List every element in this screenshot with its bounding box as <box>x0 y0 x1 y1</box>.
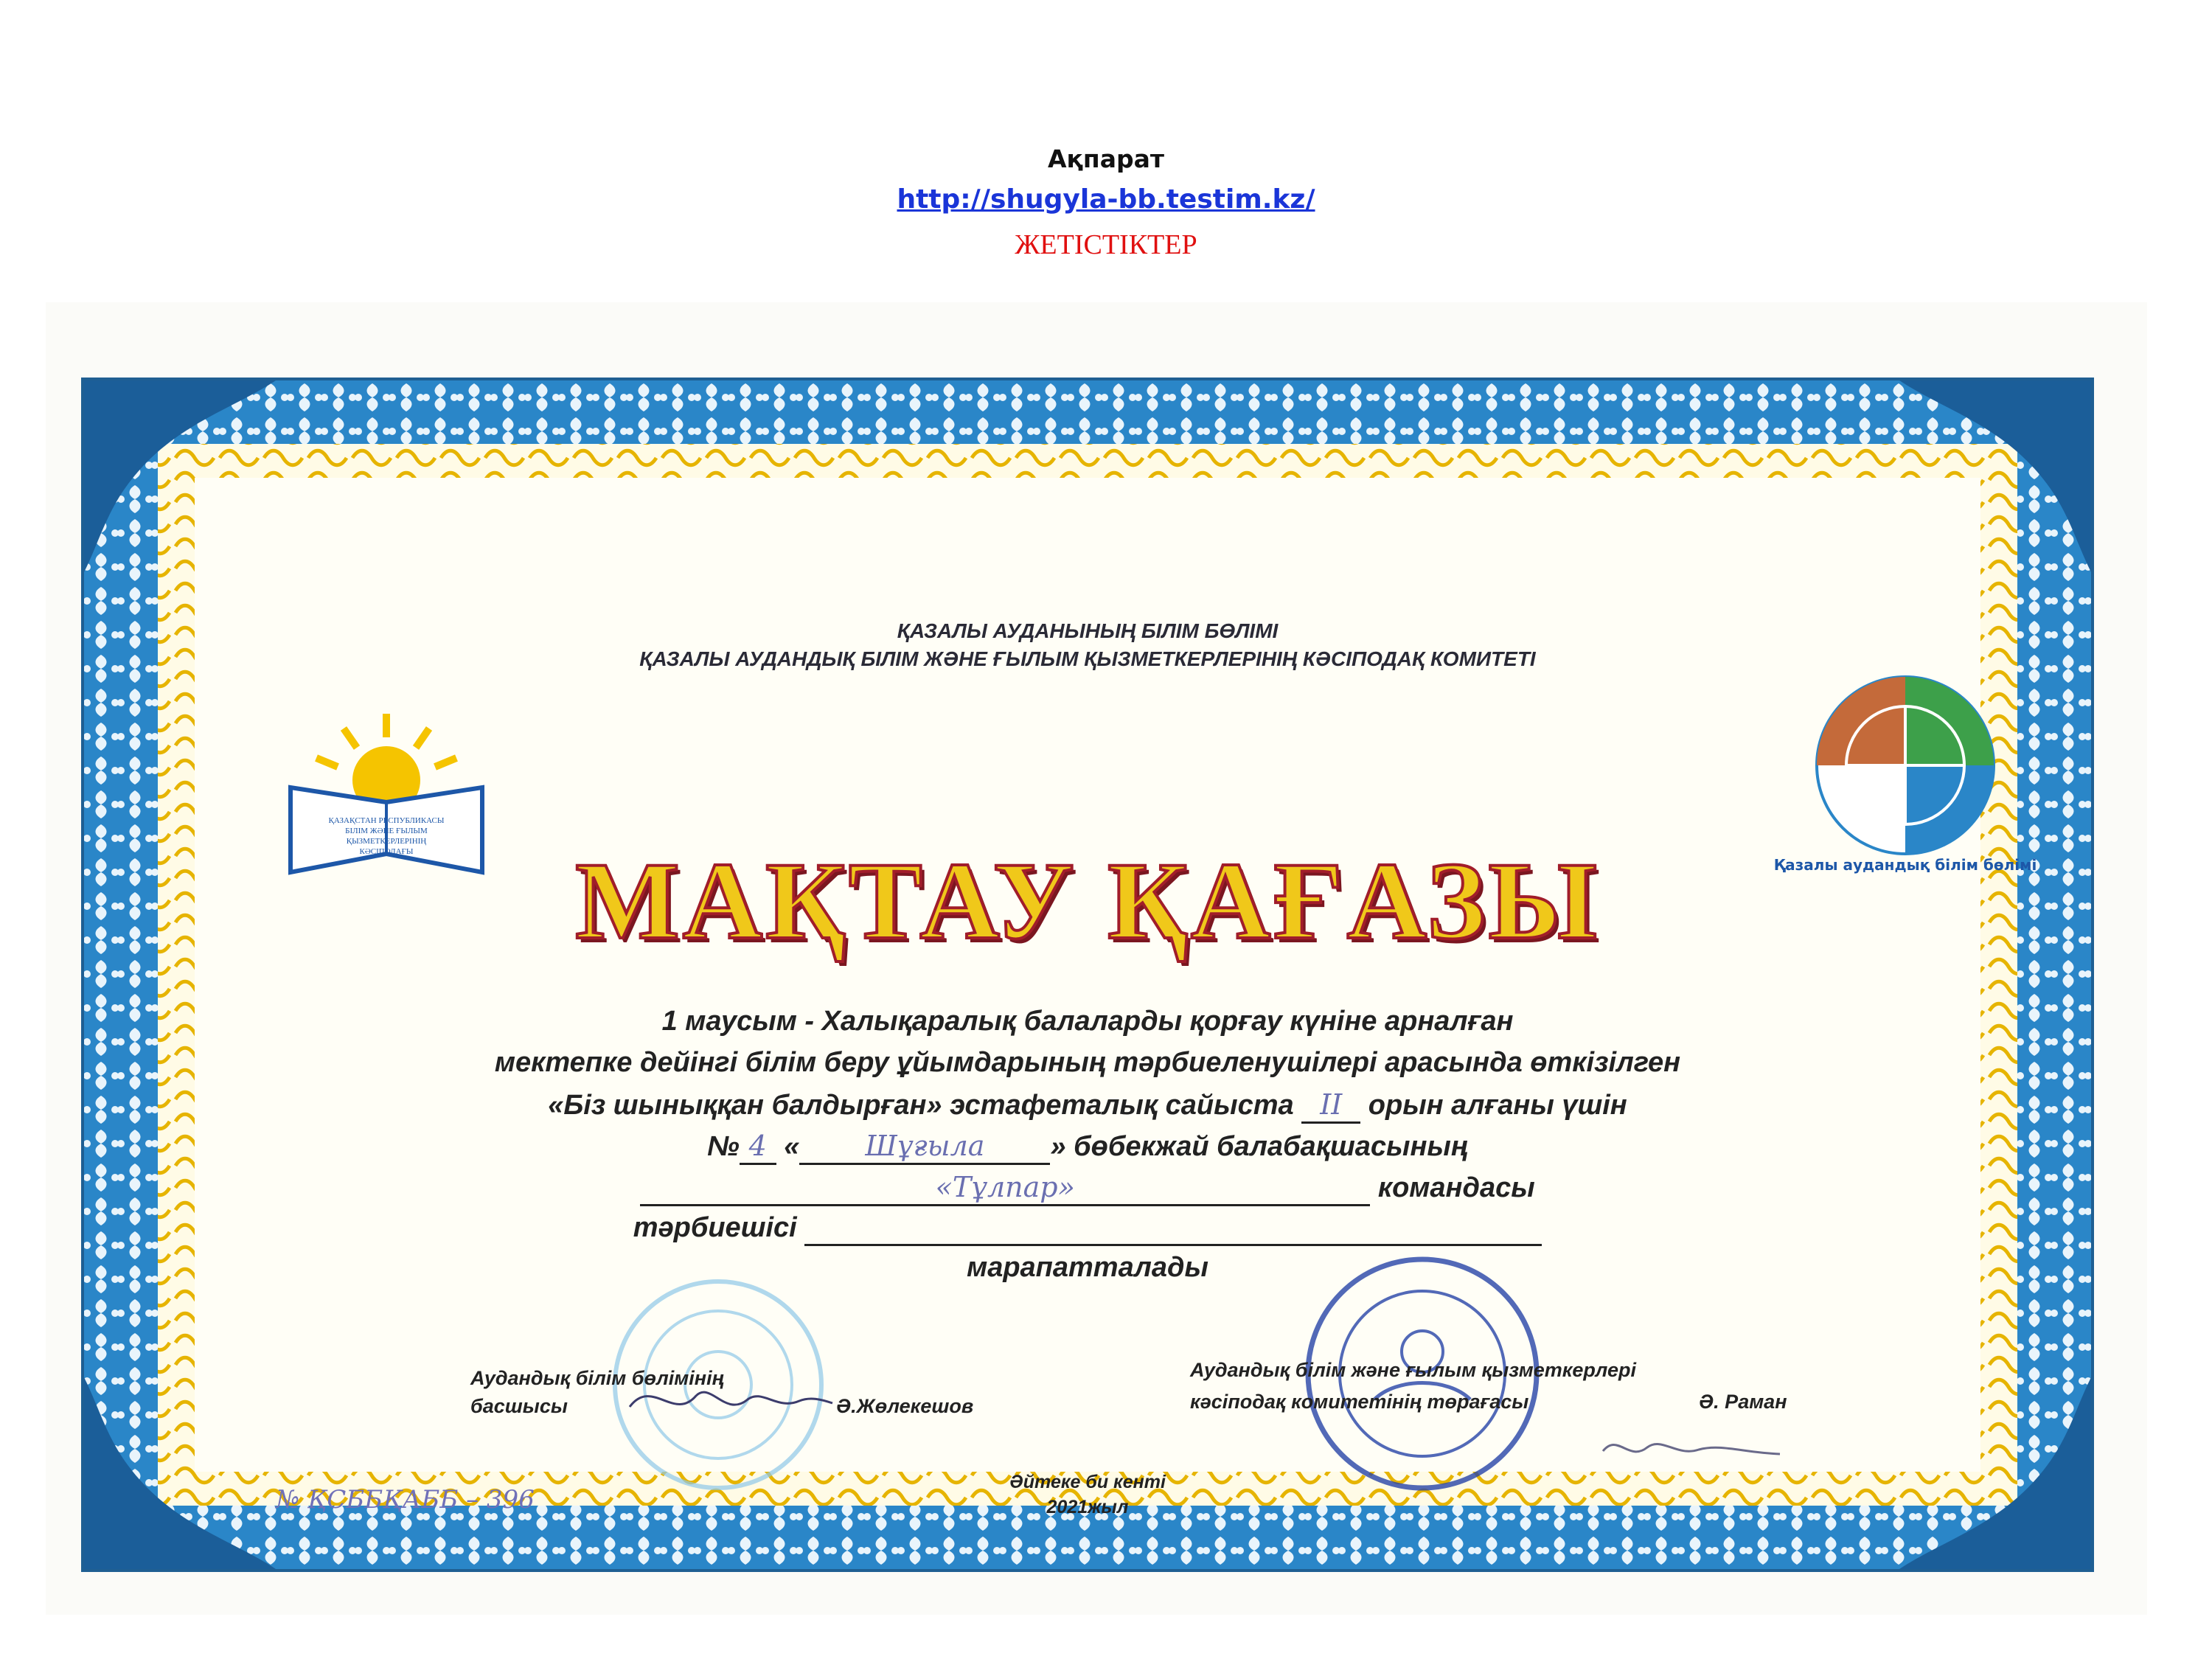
section-heading: ЖЕТІСТІКТЕР <box>1015 229 1197 260</box>
registration-number: № ҚСББҚАББ – 396 <box>276 1485 535 1514</box>
open-quote: « <box>784 1131 800 1162</box>
certificate-body <box>195 478 2037 1517</box>
left-signature <box>622 1370 836 1429</box>
body-line-5 <box>195 1171 1980 1206</box>
event-name: «Біз шыныққан балдырған» эстафеталық сайыста <box>548 1090 1294 1121</box>
right-signature <box>1596 1422 1787 1473</box>
kindergarten-name-field <box>799 1130 1050 1165</box>
body-line-6 <box>195 1212 1980 1246</box>
teacher-field <box>804 1212 1542 1246</box>
organization-line-2: ҚАЗАЛЫ АУДАНДЫҚ БІЛІМ ЖӘНЕ ҒЫЛЫМ ҚЫЗМЕТКЕРЛЕРІНІҢ КӘСІПОДАҚ КОМИТЕТІ <box>639 647 1536 670</box>
body-line-1: 1 маусым - Халықаралық балаларды қорғау күніне арналған <box>661 1006 1514 1037</box>
body-line-3 <box>195 1088 1980 1124</box>
place-value: II <box>1320 1088 1343 1121</box>
team-name: «Тұлпар» <box>935 1171 1075 1203</box>
right-signatory-name: Ә. Раман <box>1699 1391 1787 1413</box>
page-title: Ақпарат <box>1047 145 1165 173</box>
left-signatory-title-2: басшысы <box>470 1395 568 1417</box>
right-signatory-title-1: Аудандық білім және ғылым қызметкерлері <box>1190 1359 1637 1381</box>
kindergarten-name: Шұғыла <box>865 1130 985 1162</box>
logo-caption: Қазалы аудандық білім бөлімі <box>1773 856 2037 874</box>
logo-text-2: БІЛІМ ЖӘНЕ ҒЫЛЫМ <box>345 827 428 835</box>
place-field <box>1301 1088 1360 1124</box>
certificate-title: МАҚТАУ ҚАҒАЗЫ <box>575 840 1600 962</box>
website-link[interactable]: http://shugyla-bb.testim.kz/ <box>897 184 1315 215</box>
team-label: командасы <box>1377 1172 1535 1203</box>
kindergarten-number-field <box>740 1130 776 1165</box>
left-signatory-title-1: Аудандық білім бөлімінің <box>470 1367 724 1389</box>
left-signatory-name: Ә.Жөлекешов <box>836 1395 974 1417</box>
right-signatory-title-2: кәсіподақ комитетінің төрағасы <box>1190 1391 1529 1413</box>
kindergarten-text: » бөбекжай балабақшасының <box>1050 1131 1468 1162</box>
organization-line-1: ҚАЗАЛЫ АУДАНЫНЫҢ БІЛІМ БӨЛІМІ <box>897 619 1279 642</box>
body-line-4 <box>195 1130 1980 1165</box>
teacher-label: тәрбиешісі <box>633 1212 797 1243</box>
certificate <box>81 378 2094 1572</box>
kindergarten-number: 4 <box>748 1130 767 1162</box>
place-text: орын алғаны үшін <box>1368 1090 1627 1121</box>
issue-year: 2021жыл <box>1046 1497 1129 1517</box>
logo-text-4: КӘСІПОДАҒЫ <box>359 847 414 856</box>
issue-place: Әйтеке би кенті <box>1009 1472 1166 1492</box>
logo-text-1: ҚАЗАҚСТАН РЕСПУБЛИКАСЫ <box>328 816 445 825</box>
logo-text-3: ҚЫЗМЕТКЕРЛЕРІНІҢ <box>346 837 427 846</box>
awarded-text: марапатталады <box>967 1252 1208 1283</box>
team-field <box>640 1171 1370 1206</box>
body-line-2: мектепке дейінгі білім беру ұйымдарының тәрбиеленушілері арасында өткізілген <box>494 1047 1681 1078</box>
number-sign: № <box>707 1131 740 1162</box>
